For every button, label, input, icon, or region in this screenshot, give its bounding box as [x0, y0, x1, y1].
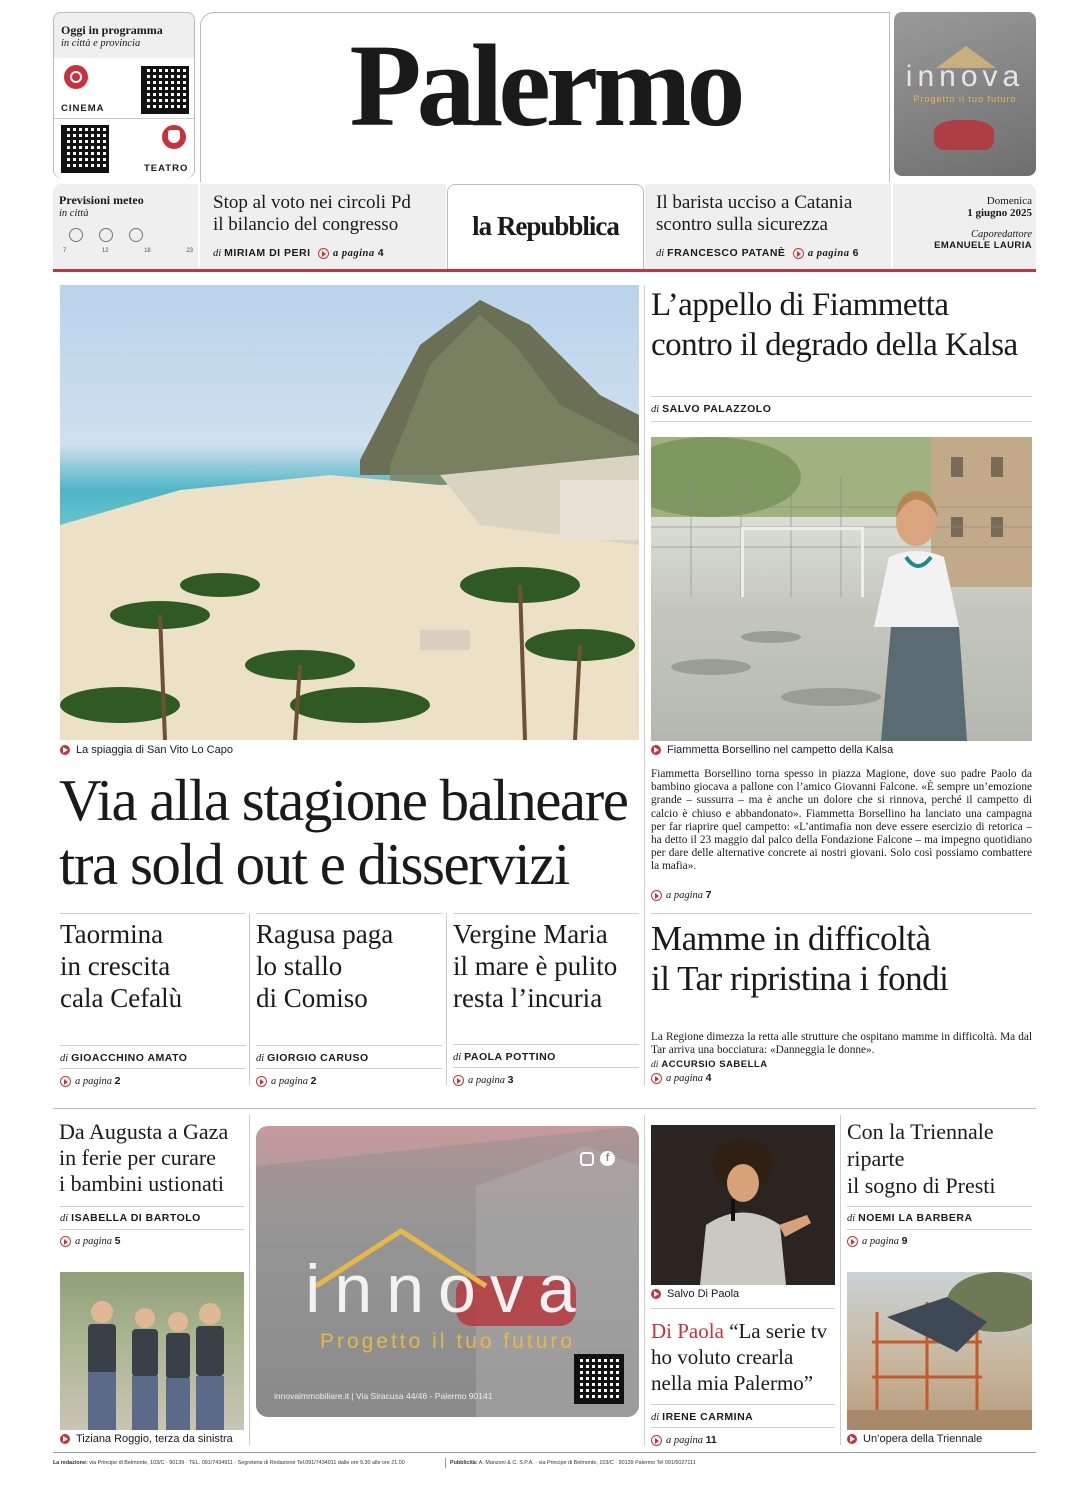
date-label: Domenica — [986, 195, 1032, 207]
photo-marker-icon — [60, 1434, 70, 1444]
arrow-icon — [651, 1435, 662, 1446]
footer-redazione-label: La redazione: — [53, 1460, 88, 1466]
mamme-body: La Regione dimezza la retta alle strutture che ospitano mamme in difficoltà. Ma dal Tar arriva una bocciatura: «Danneggia le donne». — [651, 1031, 1032, 1057]
footer-pubblicita-label: Pubblicità: — [450, 1460, 478, 1466]
ad-brand: innova — [305, 1251, 590, 1327]
ad-qr-code[interactable] — [574, 1354, 624, 1404]
photo-marker-icon — [847, 1434, 857, 1444]
fiammetta-body: Fiammetta Borsellino torna spesso in piazza Magione, dove suo padre Paolo da bambino giocava a pallone con l’amico Giovanni Falcone. «È sempre un’emozione grande – sussurra – ma è anche un dolore che si rinnova, perché il campetto di calcio è chiuso e abbandonato». Fiammetta Borsellino ha lanciato una campagna per far riaprire quel campetto: «L’antimafia non deve essere esercizio di retorica – ha detto il 23 maggio dal palco della Fondazione Falcone – ma impegno quotidiano per dare delle alternative concrete ai nostri giovani. Solo così possiamo combattere la mafia». — [651, 768, 1032, 873]
triennale-pageref[interactable]: a pagina 9 — [847, 1235, 908, 1247]
sub-story-vergine[interactable] — [453, 918, 639, 1086]
teaser-left[interactable] — [200, 184, 446, 268]
photo-marker-icon — [60, 745, 70, 755]
photo-marker-icon — [651, 1289, 661, 1299]
mamme-headline[interactable]: Mamme in difficoltà il Tar ripristina i fondi — [651, 919, 949, 998]
ad-top-brand: innova — [905, 60, 1025, 93]
red-rule — [53, 269, 1036, 272]
arrow-icon — [256, 1076, 267, 1087]
program-box — [53, 12, 195, 178]
ad-top-tagline: Progetto il tuo futuro — [913, 94, 1017, 104]
dipaola-caption: Salvo Di Paola — [651, 1288, 739, 1300]
date-box — [893, 184, 1036, 268]
fiammetta-byline: di SALVO PALAZZOLO — [651, 403, 772, 415]
sub-story-byline: di PAOLA POTTINO — [453, 1051, 556, 1063]
weather-hour: 18 — [144, 248, 151, 254]
repubblica-logo: la Repubblica — [472, 211, 619, 241]
dipaola-headline[interactable]: “La serie tv ho voluto crearla nella mia Palermo” — [651, 1319, 828, 1395]
teaser-headline[interactable]: Il barista ucciso a Catania scontro sulla sicurezza — [656, 192, 853, 235]
cinema-label[interactable]: CINEMA — [61, 103, 105, 114]
film-reel-icon — [64, 65, 88, 89]
ad-tagline: Progetto il tuo futuro — [319, 1330, 576, 1353]
arrow-icon — [60, 1076, 71, 1087]
weather-hour: 12 — [101, 248, 109, 254]
arrow-icon — [847, 1236, 858, 1247]
masthead-title: Palermo — [349, 20, 741, 151]
teaser-byline: di MIRIAM DI PERI a pagina 4 — [213, 247, 385, 259]
lead-headline[interactable]: Via alla stagione balneare tra sold out e disservizi — [59, 767, 628, 897]
teaser-byline: di FRANCESCO PATANÈ a pagina 6 — [656, 247, 859, 259]
fiammetta-pageref[interactable]: a pagina 7 — [651, 889, 712, 901]
cinema-qr-code[interactable] — [141, 66, 189, 114]
sub-story-ragusa[interactable] — [256, 918, 442, 1086]
teaser-right[interactable] — [645, 184, 891, 268]
gaza-byline: di ISABELLA DI BARTOLO — [60, 1212, 201, 1224]
photo-marker-icon — [651, 745, 661, 755]
fiammetta-photo — [651, 437, 1032, 741]
weather-box — [53, 184, 198, 268]
editor-name: EMANUELE LAURIA — [934, 240, 1032, 251]
repubblica-tab — [447, 184, 644, 270]
program-subtitle: in città e provincia — [61, 38, 141, 49]
triennale-caption: Un’opera della Triennale — [847, 1433, 982, 1445]
arrow-icon — [651, 1073, 662, 1084]
triennale-photo — [847, 1272, 1032, 1430]
weather-icons — [63, 228, 193, 247]
mamme-byline: di ACCURSIO SABELLA — [651, 1059, 768, 1070]
arrow-icon — [318, 248, 329, 259]
sun-icon — [69, 228, 83, 242]
dipaola-byline: di IRENE CARMINA — [651, 1411, 754, 1423]
sub-story-taormina[interactable] — [60, 918, 246, 1086]
dipaola-headline-block[interactable] — [651, 1318, 841, 1396]
gaza-pageref[interactable]: a pagina 5 — [60, 1235, 121, 1247]
instagram-icon[interactable] — [580, 1152, 594, 1166]
triennale-headline[interactable]: Con la Triennale riparte il sogno di Presti — [847, 1119, 996, 1198]
sub-story-headline[interactable]: Ragusa paga lo stallo di Comiso — [256, 919, 394, 1013]
weather-hour: 7 — [63, 248, 67, 254]
lead-photo-caption: La spiaggia di San Vito Lo Capo — [60, 744, 233, 756]
ad-innova[interactable] — [256, 1126, 639, 1417]
arrow-icon — [793, 248, 804, 259]
sub-story-headline[interactable]: Vergine Maria il mare è pulito resta l’incuria — [453, 919, 618, 1013]
date: 1 giugno 2025 — [967, 207, 1032, 219]
dipaola-pageref[interactable]: a pagina 11 — [651, 1434, 717, 1446]
arrow-icon — [60, 1236, 71, 1247]
sub-story-headline[interactable]: Taormina in crescita cala Cefalù — [60, 919, 183, 1013]
sun-icon — [99, 228, 113, 242]
teatro-qr-code[interactable] — [61, 125, 109, 173]
sub-story-byline: di GIOACCHINO AMATO — [60, 1052, 188, 1064]
weather-hour: 23 — [186, 248, 193, 254]
program-title: Oggi in programma — [61, 23, 163, 37]
ad-top[interactable] — [894, 12, 1036, 176]
weather-subtitle: in città — [59, 208, 89, 219]
facebook-icon[interactable]: f — [600, 1151, 615, 1166]
teatro-label[interactable]: TEATRO — [144, 163, 189, 174]
sub-story-pageref[interactable]: a pagina 2 — [256, 1075, 317, 1087]
gaza-headline[interactable]: Da Augusta a Gaza in ferie per curare i bambini ustionati — [59, 1119, 229, 1196]
triennale-byline: di NOEMI LA BARBERA — [847, 1212, 973, 1224]
editor-role: Caporedattore — [970, 229, 1032, 240]
sub-story-pageref[interactable]: a pagina 3 — [453, 1074, 514, 1086]
sub-story-pageref[interactable]: a pagina 2 — [60, 1075, 121, 1087]
footer-redazione — [53, 1460, 405, 1466]
fiammetta-caption: Fiammetta Borsellino nel campetto della Kalsa — [651, 744, 893, 756]
dipaola-photo — [651, 1125, 835, 1285]
dipaola-name: Di Paola — [651, 1319, 724, 1343]
sun-icon — [129, 228, 143, 242]
footer-pubblicita — [450, 1460, 696, 1466]
gaza-photo — [60, 1272, 244, 1430]
arrow-icon — [651, 890, 662, 901]
fiammetta-headline[interactable]: L’appello di Fiammetta contro il degrado della Kalsa — [651, 287, 1018, 363]
weather-title: Previsioni meteo — [59, 193, 144, 207]
gaza-caption: Tiziana Roggio, terza da sinistra — [60, 1433, 233, 1445]
ad-footer: innovaimmobiliare.it | Via Siracusa 44/46 - Palermo 90141 — [274, 1391, 493, 1401]
lead-photo-beach — [60, 285, 639, 740]
sub-story-byline: di GIORGIO CARUSO — [256, 1052, 369, 1064]
theatre-mask-icon — [162, 125, 186, 149]
teaser-headline[interactable]: Stop al voto nei circoli Pd il bilancio del congresso — [213, 192, 411, 235]
footer-redazione-text: via Principe di Belmonte, 103/C · 90139 · TEL. 091/7434911 · Segreteria di Redazione Tel.091/7434911 dalle ore 9.30 alle ore 21.00 — [89, 1460, 405, 1466]
footer-pubblicita-text: A. Manzoni & C. S.P.A. · via Principe di Belmonte, 103/C · 90139 Palermo Tel 091/6027111 — [478, 1460, 696, 1466]
arrow-icon — [453, 1075, 464, 1086]
mamme-pageref[interactable]: a pagina 4 — [651, 1072, 712, 1084]
